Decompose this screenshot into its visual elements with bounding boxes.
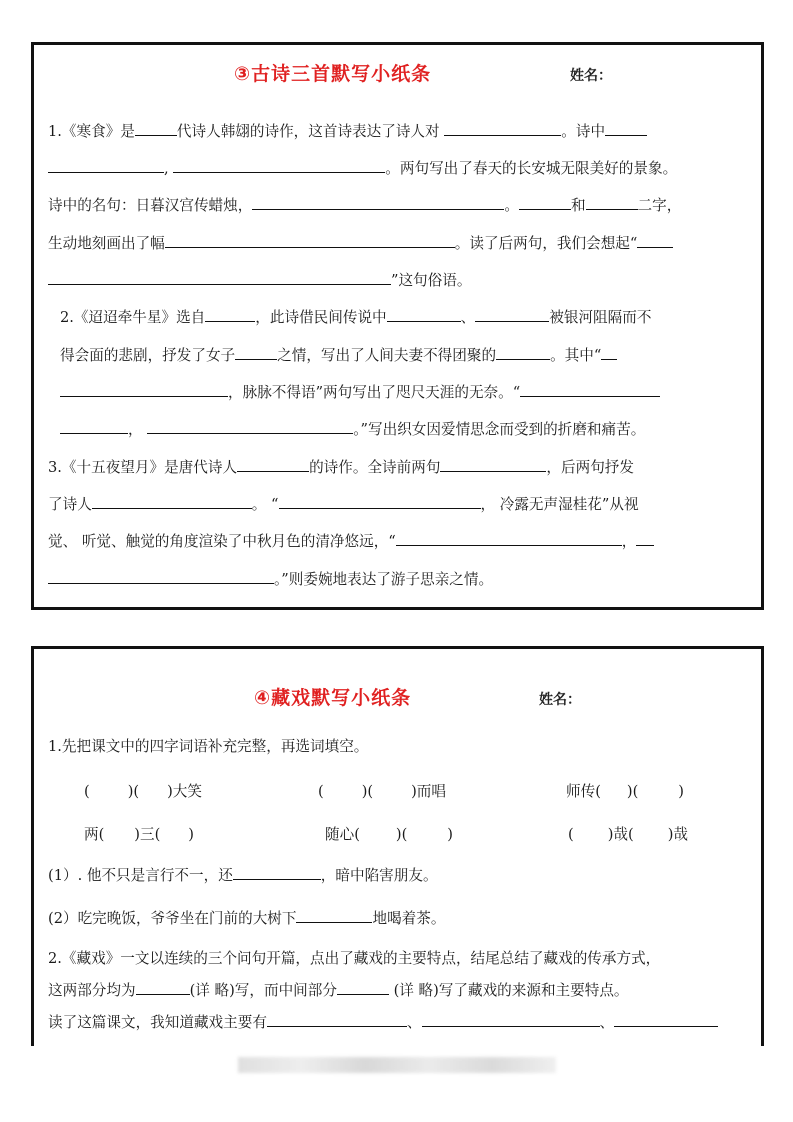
- name-label: 姓名：: [539, 692, 581, 708]
- dictation-card-ancient-poems: [31, 42, 764, 610]
- idiom-item: ( )哉( )哉: [568, 826, 688, 843]
- blank-field[interactable]: [519, 194, 571, 210]
- blank-field[interactable]: [601, 344, 617, 360]
- text-line: 1.《寒食》是 代诗人韩翃的诗作，这首诗表达了诗人对 。诗中: [48, 120, 647, 142]
- blank-field[interactable]: [60, 418, 128, 434]
- text-line: 觉、 听觉、触觉的角度渲染了中秋月色的清净悠远，“ ，: [48, 530, 654, 552]
- blank-field[interactable]: [637, 232, 673, 248]
- sentence-2: (2）吃完晚饭，爷爷坐在门前的大树下 地喝着茶。: [48, 907, 445, 929]
- blank-field[interactable]: [636, 530, 654, 546]
- name-label: 姓名：: [570, 68, 612, 84]
- blank-field[interactable]: [48, 269, 391, 285]
- blank-field[interactable]: [296, 907, 372, 923]
- blank-field[interactable]: [48, 568, 274, 584]
- blank-field[interactable]: [136, 979, 190, 995]
- blank-field[interactable]: [252, 194, 504, 210]
- dictation-card-tibetan-opera: [31, 646, 764, 1046]
- blank-field[interactable]: [205, 306, 255, 322]
- text-line: 3.《十五夜望月》是唐代诗人 的诗作。全诗前两句 ，后两句抒发: [48, 456, 634, 478]
- blank-field[interactable]: [586, 194, 638, 210]
- text-line: , 。两句写出了春天的长安城无限美好的景象。: [48, 157, 677, 179]
- blank-field[interactable]: [520, 381, 660, 397]
- blank-field[interactable]: [173, 157, 385, 173]
- idiom-item: ( )( )大笑: [84, 783, 202, 800]
- text-line: 。”则委婉地表达了游子思亲之情。: [48, 568, 493, 590]
- blank-field[interactable]: [614, 1011, 718, 1027]
- blank-field[interactable]: [475, 306, 549, 322]
- blank-field[interactable]: [496, 344, 550, 360]
- blank-field[interactable]: [444, 120, 561, 136]
- idiom-item: 师传( )( ): [566, 783, 684, 800]
- blank-field[interactable]: [147, 418, 353, 434]
- blank-field[interactable]: [440, 456, 546, 472]
- blurred-footer-watermark: [238, 1057, 556, 1073]
- question-2-line: 这两部分均为 (详 略)写，而中间部分 (详 略)写了藏戏的来源和主要特点。: [48, 979, 629, 1001]
- blank-field[interactable]: [396, 530, 622, 546]
- text-line: ， 。”写出织女因爱情思念而受到的折磨和痛苦。: [60, 418, 645, 440]
- idiom-item: 随心( )( ): [325, 826, 453, 843]
- text-line: 得会面的悲剧，抒发了女子 之情，写出了人间夫妻不得团聚的 。其中“: [60, 344, 617, 366]
- idiom-item: ( )( )而唱: [318, 783, 446, 800]
- question-1: 1.先把课文中的四字词语补充完整，再选词填空。: [48, 738, 369, 755]
- text-line: 生动地刻画出了幅 。读了后两句，我们会想起“: [48, 232, 673, 254]
- text-line: ”这句俗语。: [48, 269, 471, 291]
- blank-field[interactable]: [233, 864, 321, 880]
- blank-field[interactable]: [48, 157, 164, 173]
- blank-field[interactable]: [422, 1011, 600, 1027]
- blank-field[interactable]: [267, 1011, 407, 1027]
- card-title: ④藏戏默写小纸条: [254, 687, 412, 709]
- blank-field[interactable]: [235, 344, 277, 360]
- blank-field[interactable]: [237, 456, 309, 472]
- text-line: 诗中的名句：日暮汉宫传蜡烛， 。 和 二字，: [48, 194, 681, 216]
- text-line: 2.《迢迢牵牛星》选自 ，此诗借民间传说中 、 被银河阻隔而不: [60, 306, 651, 328]
- blank-field[interactable]: [279, 493, 481, 509]
- question-2-line: 读了这篇课文，我知道藏戏主要有 、 、: [48, 1011, 718, 1033]
- card-title: ③古诗三首默写小纸条: [234, 63, 432, 85]
- sentence-1: (1）. 他不只是言行不一，还 ，暗中陷害朋友。: [48, 864, 438, 886]
- blank-field[interactable]: [387, 306, 461, 322]
- text-line: ，脉脉不得语”两句写出了咫尺天涯的无奈。“: [60, 381, 660, 403]
- idiom-item: 两( )三( ): [84, 826, 194, 843]
- blank-field[interactable]: [92, 493, 252, 509]
- question-2-line: 2.《藏戏》一文以连续的三个问句开篇，点出了藏戏的主要特点，结尾总结了藏戏的传承方式，: [48, 950, 661, 967]
- blank-field[interactable]: [60, 381, 228, 397]
- blank-field[interactable]: [337, 979, 389, 995]
- blank-field[interactable]: [165, 232, 455, 248]
- text-line: 了诗人 。 “ ， 冷露无声湿桂花”从视: [48, 493, 639, 515]
- blank-field[interactable]: [135, 120, 177, 136]
- blank-field[interactable]: [605, 120, 647, 136]
